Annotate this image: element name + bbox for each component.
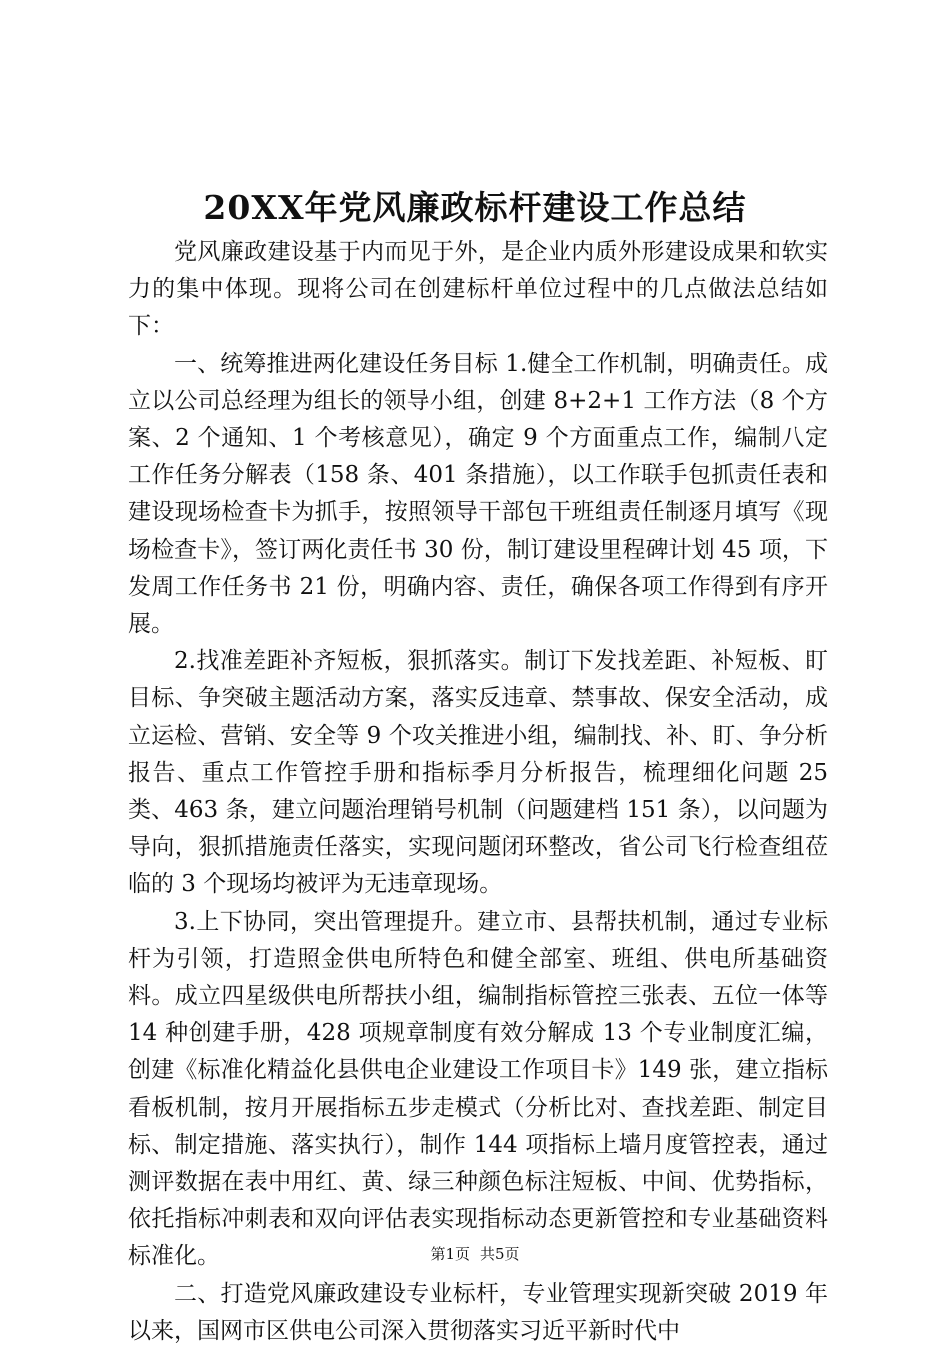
paragraph-item-3: 3.上下协同，突出管理提升。建立市、县帮扶机制，通过专业标杆为引领，打造照金供电所特色和健全部室、班组、供电所基础资料。成立四星级供电所帮扶小组，编制指标管控三张表、五位一体等 14 种创建手册，428 项规章制度有效分解成 13 个专业制度汇编，创建《标准化精益化县供电企业建设工作项目卡》149 张，建立指标看板机制，按月开展指标五步走模式（分析比对、查找差距、制定目标、制定措施、落实执行），制作 144 项指标上墙月度管控表，通过测评数据在表中用红、黄、绿三种颜色标注短板、中间、优势指标，依托指标冲刺表和双向评估表实现指标动态更新管控和专业基础资料标准化。 [128,908,828,1270]
page-number: 第1页 [430,1245,470,1263]
page-footer [0,1244,950,1264]
paragraph-intro: 党风廉政建设基于内而见于外，是企业内质外形建设成果和软实力的集中体现。现将公司在创建标杆单位过程中的几点做法总结如下： [128,239,828,340]
paragraph-item-2: 2.找准差距补齐短板，狠抓落实。制订下发找差距、补短板、盯目标、争突破主题活动方案，落实反违章、禁事故、保安全活动，成立运检、营销、安全等 9 个攻关推进小组，编制找、补、盯、争分析报告、重点工作管控手册和指标季月分析报告，梳理细化问题 25 类、463 条，建立问题治理销号机制（问题建档 151 条），以问题为导向，狠抓措施责任落实，实现问题闭环整改，省公司飞行检查组莅临的 3 个现场均被评为无违章现场。 [128,648,828,898]
document-title: 20XX年党风廉政标杆建设工作总结 [203,188,747,227]
paragraph-section-1: 一、统筹推进两化建设任务目标 1.健全工作机制，明确责任。成立以公司总经理为组长的领导小组，创建 8+2+1 工作方法（8 个方案、2 个通知、1 个考核意见），确定 9 个方面重点工作，编制八定工作任务分解表（158 条、401 条措施），以工作联手包抓责任表和建设现场检查卡为抓手，按照领导干部包干班组责任制逐月填写《现场检查卡》，签订两化责任书 30 份，制订建设里程碑计划 45 项，下发周工作任务书 21 份，明确内容、责任，确保各项工作得到有序开展。 [128,350,828,638]
paragraph-section-2: 二、打造党风廉政建设专业标杆，专业管理实现新突破 2019 年以来，国网市区供电公司深入贯彻落实习近平新时代中 [128,1280,828,1344]
page-total: 共5页 [480,1245,520,1263]
document-body [128,234,828,1350]
